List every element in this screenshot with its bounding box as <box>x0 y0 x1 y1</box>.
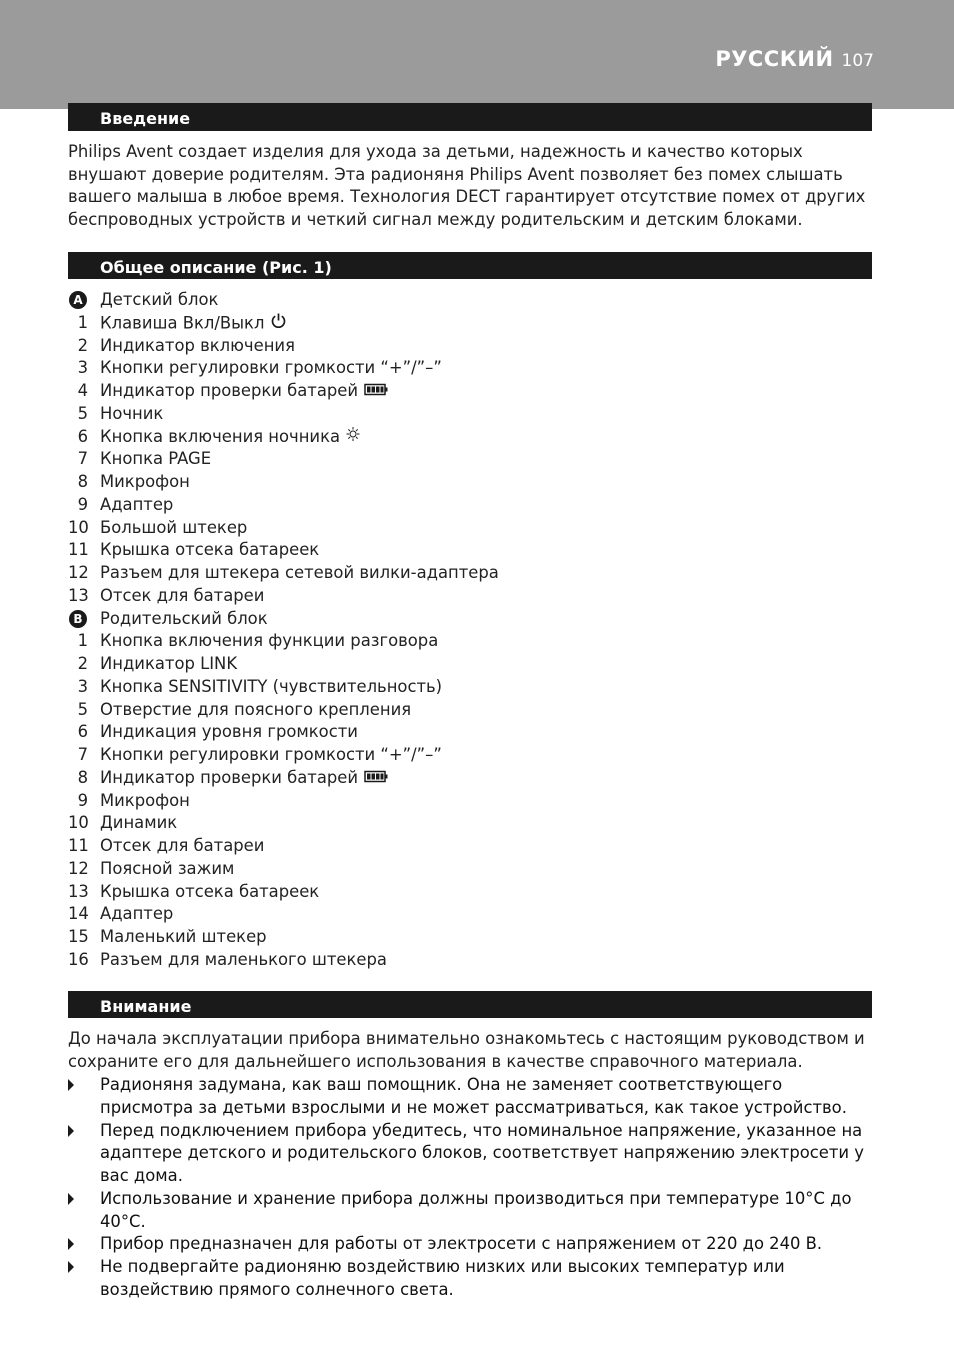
item-label <box>100 448 211 471</box>
list-item <box>68 426 888 449</box>
warning-bullet-item <box>68 1256 878 1302</box>
item-number: 1 <box>77 631 88 651</box>
item-text: Динамик <box>100 813 178 833</box>
battery-icon <box>364 380 388 403</box>
item-number: 8 <box>77 767 88 787</box>
unit-letter-badge: A <box>69 291 87 309</box>
list-item <box>68 630 888 653</box>
item-number: 11 <box>68 540 89 560</box>
list-item <box>68 858 888 881</box>
item-text: Большой штекер <box>100 517 248 537</box>
bullet-arrow-icon <box>68 1261 74 1273</box>
list-item <box>68 835 888 858</box>
item-number: 9 <box>77 790 88 810</box>
item-label <box>100 335 295 358</box>
bullet-arrow-icon <box>68 1193 74 1205</box>
item-text: Кнопка включения ночника <box>100 426 341 446</box>
item-text: Родительский блок <box>100 608 268 628</box>
item-text: Кнопка SENSITIVITY (чувствительность) <box>100 676 443 696</box>
unit-heading <box>68 289 888 312</box>
warning-paragraph: До начала эксплуатации прибора внимательно ознакомьтесь с настоящим руководством и сохраните его для дальнейшего использования в качестве справочного материала. <box>68 1029 865 1071</box>
bullet-text: Использование и хранение прибора должны производиться при температуре 10°C до 40°C. <box>100 1188 852 1231</box>
item-text: Адаптер <box>100 494 174 514</box>
item-label <box>100 721 358 744</box>
item-number: 10 <box>68 517 89 537</box>
item-label <box>100 289 218 312</box>
bullet-text: Радионяня задумана, как ваш помощник. Она не заменяет соответствующего присмотра за детьми взрослыми и не может рассматриваться, как такое устройство. <box>100 1075 847 1117</box>
list-item <box>68 767 888 790</box>
item-number: 11 <box>68 836 89 855</box>
list-item <box>68 721 888 744</box>
language-title: РУССКИЙ <box>715 47 834 71</box>
item-number: 10 <box>68 813 89 833</box>
item-number: 7 <box>77 745 88 764</box>
list-item <box>68 585 888 608</box>
item-label <box>100 676 442 699</box>
item-text: Индикатор проверки батарей <box>100 767 359 787</box>
list-item <box>68 790 888 813</box>
bullet-arrow-icon <box>68 1125 74 1137</box>
section-title-intro: Введение <box>68 103 872 131</box>
item-label <box>100 699 411 722</box>
list-item <box>68 926 888 949</box>
item-number: 13 <box>68 585 89 605</box>
battery-icon <box>364 767 388 790</box>
item-text: Ночник <box>100 403 164 423</box>
item-number: 5 <box>77 699 88 719</box>
list-item <box>68 448 888 471</box>
section-title-description: Общее описание (Рис. 1) <box>68 252 872 279</box>
list-item <box>68 403 888 426</box>
item-label <box>100 608 268 631</box>
item-label <box>100 403 163 426</box>
list-item <box>68 903 888 926</box>
item-label <box>100 494 173 517</box>
item-text: Разъем для маленького штекера <box>100 949 387 969</box>
item-label <box>100 426 360 449</box>
bullet-text: Не подвергайте радионяню воздействию низких или высоких температур или воздействию прямого солнечного света. <box>100 1257 785 1299</box>
item-text: Крышка отсека батареек <box>100 881 320 901</box>
nightlight-icon <box>346 426 360 449</box>
warning-bullet-item <box>68 1233 878 1256</box>
list-item <box>68 312 888 335</box>
item-label <box>100 926 267 949</box>
item-label <box>100 357 442 380</box>
item-number: 12 <box>68 563 89 582</box>
list-item <box>68 380 888 403</box>
item-label <box>100 562 499 585</box>
item-text: Детский блок <box>100 290 219 309</box>
list-item <box>68 471 888 494</box>
item-text: Адаптер <box>100 904 174 924</box>
item-text: Поясной зажим <box>100 858 235 878</box>
item-label <box>100 744 442 767</box>
item-text: Кнопка PAGE <box>100 449 212 469</box>
bullet-text: Прибор предназначен для работы от электросети с напряжением от 220 до 240 В. <box>100 1234 823 1254</box>
item-label <box>100 949 387 972</box>
power-icon <box>270 312 287 336</box>
parts-list <box>68 289 888 972</box>
list-item <box>68 812 888 835</box>
item-number: 13 <box>68 881 89 901</box>
item-label <box>100 790 190 813</box>
item-number: 5 <box>77 403 88 423</box>
page-number: 107 <box>841 51 874 71</box>
list-item <box>68 335 888 358</box>
item-text: Индикация уровня громкости <box>100 722 358 742</box>
item-label <box>100 380 388 403</box>
item-text: Кнопки регулировки громкости “+”/”–” <box>100 745 442 764</box>
list-item <box>68 881 888 904</box>
item-text: Отсек для батареи <box>100 585 265 605</box>
item-label <box>100 539 319 562</box>
item-number: 8 <box>77 472 88 491</box>
item-label <box>100 767 388 790</box>
warning-bullet-item <box>68 1074 878 1120</box>
item-number: 15 <box>68 927 89 946</box>
warning-bullet-item <box>68 1120 878 1188</box>
item-text: Клавиша Вкл/Выкл <box>100 313 265 333</box>
list-item <box>68 653 888 676</box>
item-label <box>100 585 264 608</box>
item-label <box>100 903 173 926</box>
bullet-arrow-icon <box>68 1238 74 1250</box>
item-text: Индикатор проверки батарей <box>100 381 359 400</box>
list-item <box>68 357 888 380</box>
item-number: 3 <box>77 358 88 378</box>
item-text: Маленький штекер <box>100 927 267 946</box>
item-text: Индикатор включения <box>100 335 295 355</box>
item-text: Микрофон <box>100 472 190 491</box>
list-item <box>68 562 888 585</box>
item-number: 16 <box>68 949 89 969</box>
item-text: Кнопка включения функции разговора <box>100 631 439 651</box>
list-item <box>68 744 888 767</box>
bullet-text: Перед подключением прибора убедитесь, что номинальное напряжение, указанное на адаптере детского и родительского блоков, соответствует напряжению электросети у вас дома. <box>100 1120 864 1185</box>
item-label <box>100 312 287 336</box>
list-item <box>68 676 888 699</box>
page-header <box>715 47 874 71</box>
item-number: 2 <box>77 335 88 355</box>
item-text: Крышка отсека батареек <box>100 540 320 560</box>
item-text: Индикатор LINK <box>100 654 238 673</box>
item-label <box>100 881 319 904</box>
item-number: 9 <box>77 494 88 514</box>
bullet-arrow-icon <box>68 1079 74 1091</box>
item-text: Отсек для батареи <box>100 836 265 855</box>
item-number: 14 <box>68 904 89 924</box>
item-text: Кнопки регулировки громкости “+”/”–” <box>100 358 442 378</box>
item-label <box>100 858 234 881</box>
item-label <box>100 630 438 653</box>
item-number: 7 <box>77 449 88 469</box>
item-label <box>100 653 237 676</box>
warning-bullet-item <box>68 1188 878 1234</box>
item-number: 1 <box>77 312 88 332</box>
item-text: Микрофон <box>100 790 190 810</box>
item-number: 4 <box>77 381 88 400</box>
item-label <box>100 471 190 494</box>
item-label <box>100 812 177 835</box>
warning-bullets <box>68 1074 878 1302</box>
list-item <box>68 699 888 722</box>
list-item <box>68 494 888 517</box>
item-number: 3 <box>77 676 88 696</box>
unit-letter-badge: B <box>69 610 87 628</box>
item-text: Разъем для штекера сетевой вилки-адаптера <box>100 563 499 582</box>
item-label <box>100 517 247 540</box>
intro-paragraph: Philips Avent создает изделия для ухода за детьми, надежность и качество которых внушают доверие родителям. Эта радионяня Philips Avent позволяет без помех слышать вашего малыша в любое время. Технология DECT гарантирует отсутствие помех от других беспроводных устройств и четкий сигнал между родительским и детским блоками. <box>68 142 866 230</box>
item-number: 2 <box>77 654 88 673</box>
list-item <box>68 539 888 562</box>
item-number: 6 <box>77 426 88 446</box>
item-text: Отверстие для поясного крепления <box>100 699 412 719</box>
list-item <box>68 949 888 972</box>
list-item <box>68 517 888 540</box>
item-number: 6 <box>77 722 88 742</box>
unit-heading <box>68 608 888 631</box>
item-label <box>100 835 264 858</box>
item-number: 12 <box>68 858 89 878</box>
section-title-warning: Внимание <box>68 991 872 1018</box>
